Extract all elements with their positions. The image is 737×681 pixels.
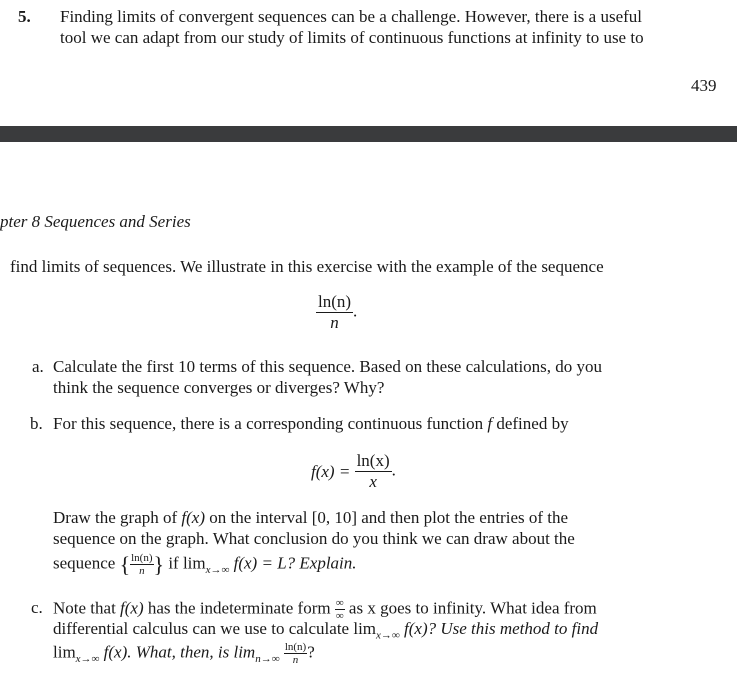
part-b-line-2: Draw the graph of f(x) on the interval [0, 10] and then plot the entries of the [53,508,569,527]
part-b-line-1: For this sequence, there is a corresponding continuous function f defined by [53,414,569,433]
problem-number: 5. [18,7,31,26]
part-a-line-2: think the sequence converges or diverges? Why? [53,378,385,397]
function-display: f(x) = $\frac{\ln(x)}{x}$ . [311,451,396,491]
sequence-numerator: ln(n) [318,292,352,311]
page-divider-bar [0,126,737,142]
sequence-display [316,292,357,333]
part-b-line-4: sequence { $\frac{\ln(n)}{n}$ } if $\lim_{x\to\infty} f(x) = L$? Explain. [53,552,357,577]
part-c-line-3: $\lim_{x\to\infty} f(x)$. What, then, is $\lim_{n\to\infty}$ $\frac{\ln(n)}{n}$ ? [53,641,315,666]
sequence-denominator: n [330,313,339,332]
part-c-line-1: Note that f(x) has the indeterminate form $\frac{\infty}{\infty}$ as x goes to infinity. What idea from [53,597,597,622]
page-number: 439 [691,76,717,95]
part-b-line-3: sequence on the graph. What conclusion do you think we can draw about the [53,529,575,548]
part-a-line-1: Calculate the first 10 terms of this sequence. Based on these calculations, do you [53,357,603,376]
part-a-label: a. [32,357,44,376]
part-c-line-2: differential calculus can we use to calculate $\lim_{x\to\infty} f(x)$? Use this method to find [53,619,599,642]
chapter-header: pter 8 Sequences and Series [0,212,191,231]
problem-text-line-2: tool we can adapt from our study of limits of continuous functions at infinity to use to [60,28,644,47]
intro-text: find limits of sequences. We illustrate in this exercise with the example of the sequence [10,257,604,276]
problem-text-line-1: Finding limits of convergent sequences can be a challenge. However, there is a useful [60,7,643,26]
part-b-label: b. [30,414,43,433]
part-c-label: c. [31,598,43,617]
display-punct: . [353,301,358,321]
